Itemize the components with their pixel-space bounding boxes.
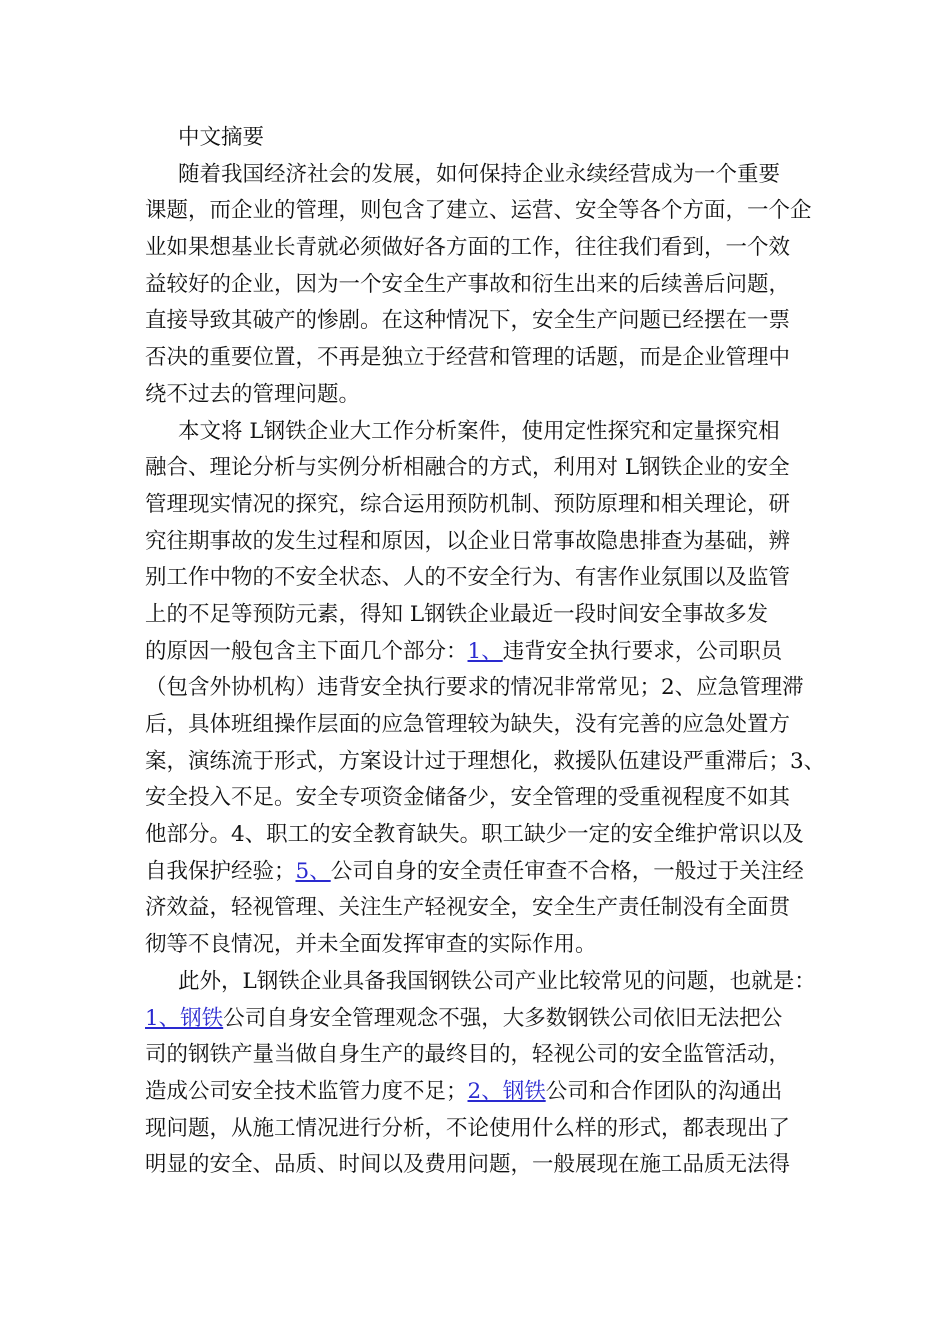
text-line [145, 1074, 810, 1111]
text-segment: 造成公司安全技术监管力度不足； [145, 1078, 468, 1104]
text-line [145, 854, 810, 891]
abstract-text [145, 120, 826, 1184]
text-segment: 公司自身的安全责任审查不合格，一般过于关注经 [330, 858, 804, 884]
text-line: 否决的重要位置，不再是独立于经营和管理的话题，而是企业管理中 [145, 345, 791, 371]
text-line: 本文将 L钢铁企业大工作分析案件，使用定性探究和定量探究相 [178, 418, 780, 444]
text-line: 他部分。4、职工的安全教育缺失。职工缺少一定的安全维护常识以及 [145, 822, 804, 848]
text-segment: 的原因一般包含主下面几个部分： [145, 638, 468, 664]
text-segment: 公司自身安全管理观念不强，大多数钢铁公司依旧无法把公 [223, 1005, 783, 1031]
text-segment: 违背安全执行要求，公司职员 [502, 638, 783, 664]
text-line: 后，具体班组操作层面的应急管理较为缺失，没有完善的应急处置方 [145, 712, 791, 737]
text-line: 济效益，轻视管理、关注生产轻视安全，安全生产责任制没有全面贯 [145, 895, 791, 921]
text-line [145, 634, 810, 671]
text-line: 上的不足等预防元素，得知 L钢铁企业最近一段时间安全事故多发 [145, 601, 769, 627]
text-line: 管理现实情况的探究，综合运用预防机制、预防原理和相关理论，研 [145, 491, 791, 517]
text-line: 案，演练流于形式，方案设计过于理想化，救援队伍建设严重滞后；3、 [145, 748, 826, 774]
text-line: 绕不过去的管理问题。 [145, 381, 361, 407]
text-line: 融合、理论分析与实例分析相融合的方式，利用对 L钢铁企业的安全 [145, 455, 790, 481]
text-line: 安全投入不足。安全专项资金储备少，安全管理的受重视程度不如其 [145, 785, 791, 811]
text-line: 益较好的企业，因为一个安全生产事故和衍生出来的后续善后问题， [145, 271, 791, 297]
text-line: 明显的安全、品质、时间以及费用问题，一般展现在施工品质无法得 [145, 1152, 791, 1178]
text-line: （包含外协机构）违背安全执行要求的情况非常常见；2、应急管理滞 [145, 675, 804, 701]
text-line: 随着我国经济社会的发展，如何保持企业永续经营成为一个重要 [178, 161, 781, 187]
text-segment: 自我保护经验； [145, 858, 296, 884]
inline-link[interactable]: 5、 [295, 858, 331, 884]
text-line: 别工作中物的不安全状态、人的不安全行为、有害作业氛围以及监管 [145, 565, 791, 591]
text-line: 业如果想基业长青就必须做好各方面的工作，往往我们看到，一个效 [145, 235, 791, 261]
abstract-heading: 中文摘要 [178, 125, 265, 150]
text-line: 直接导致其破产的惨剧。在这种情况下，安全生产问题已经摆在一票 [145, 308, 791, 334]
text-line: 课题，而企业的管理，则包含了建立、运营、安全等各个方面，一个企 [145, 198, 812, 224]
text-line: 彻等不良情况，并未全面发挥审查的实际作用。 [145, 932, 597, 958]
text-line: 司的钢铁产量当做自身生产的最终目的，轻视公司的安全监管活动， [145, 1042, 791, 1068]
inline-link[interactable]: 2、钢铁 [467, 1078, 546, 1104]
inline-link[interactable]: 1、钢铁 [145, 1005, 224, 1031]
text-segment: 公司和合作团队的沟通出 [545, 1078, 783, 1104]
text-line: 究往期事故的发生过程和原因，以企业日常事故隐患排查为基础，辨 [145, 528, 791, 554]
text-line: 现问题，从施工情况进行分析，不论使用什么样的形式，都表现出了 [145, 1115, 791, 1141]
text-line: 此外，L钢铁企业具备我国钢铁公司产业比较常见的问题，也就是： [178, 968, 816, 994]
inline-link[interactable]: 1、 [467, 638, 503, 664]
text-line [145, 1001, 810, 1038]
